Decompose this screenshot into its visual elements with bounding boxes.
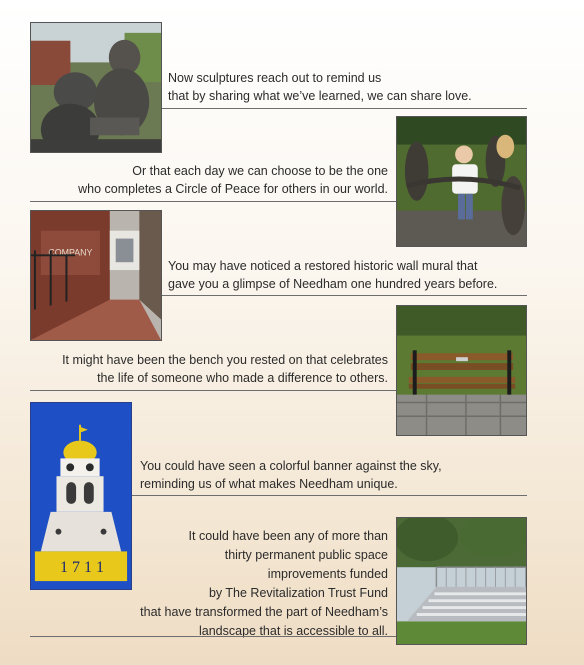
text-line: by The Revitalization Trust Fund	[208, 586, 388, 600]
text-line: You could have seen a colorful banner against the sky,	[140, 459, 442, 473]
text-line: thirty permanent public space	[224, 548, 388, 562]
text-line: that by sharing what we’ve learned, we can share love.	[168, 89, 472, 103]
divider-rule	[30, 636, 396, 637]
divider-rule	[30, 390, 396, 391]
text-line: the life of someone who made a difference to others.	[97, 371, 388, 385]
photo-bleachers	[396, 517, 527, 645]
text-line: who completes a Circle of Peace for others in our world.	[78, 182, 388, 196]
photo-circle-of-peace	[396, 116, 527, 247]
divider-rule	[162, 295, 527, 296]
text-block-5	[140, 457, 442, 493]
photo-sculpture-children	[30, 22, 162, 153]
text-line: reminding us of what makes Needham unique.	[140, 477, 398, 491]
divider-rule	[30, 201, 396, 202]
text-line: landscape that is accessible to all.	[199, 624, 388, 638]
text-line: gave you a glimpse of Needham one hundred years before.	[168, 277, 498, 291]
divider-rule	[162, 108, 527, 109]
text-line: You may have noticed a restored historic wall mural that	[168, 259, 478, 273]
text-line: Now sculptures reach out to remind us	[168, 71, 382, 85]
text-block-2	[30, 162, 388, 198]
svg-text:COMPANY: COMPANY	[48, 247, 93, 258]
text-line: Or that each day we can choose to be the one	[132, 164, 388, 178]
divider-rule	[132, 495, 527, 496]
text-block-3	[168, 257, 497, 293]
text-line: that have transformed the part of Needham’s	[140, 605, 388, 619]
banner-year: 1 7 1 1	[60, 559, 104, 576]
text-block-4	[30, 351, 388, 387]
text-line: improvements funded	[267, 567, 388, 581]
text-line: It could have been any of more than	[188, 529, 388, 543]
photo-memorial-bench	[396, 305, 527, 436]
text-block-1	[168, 69, 472, 105]
text-block-6	[30, 527, 388, 641]
text-line: It might have been the bench you rested on that celebrates	[62, 353, 388, 367]
photo-wall-mural	[30, 210, 162, 341]
